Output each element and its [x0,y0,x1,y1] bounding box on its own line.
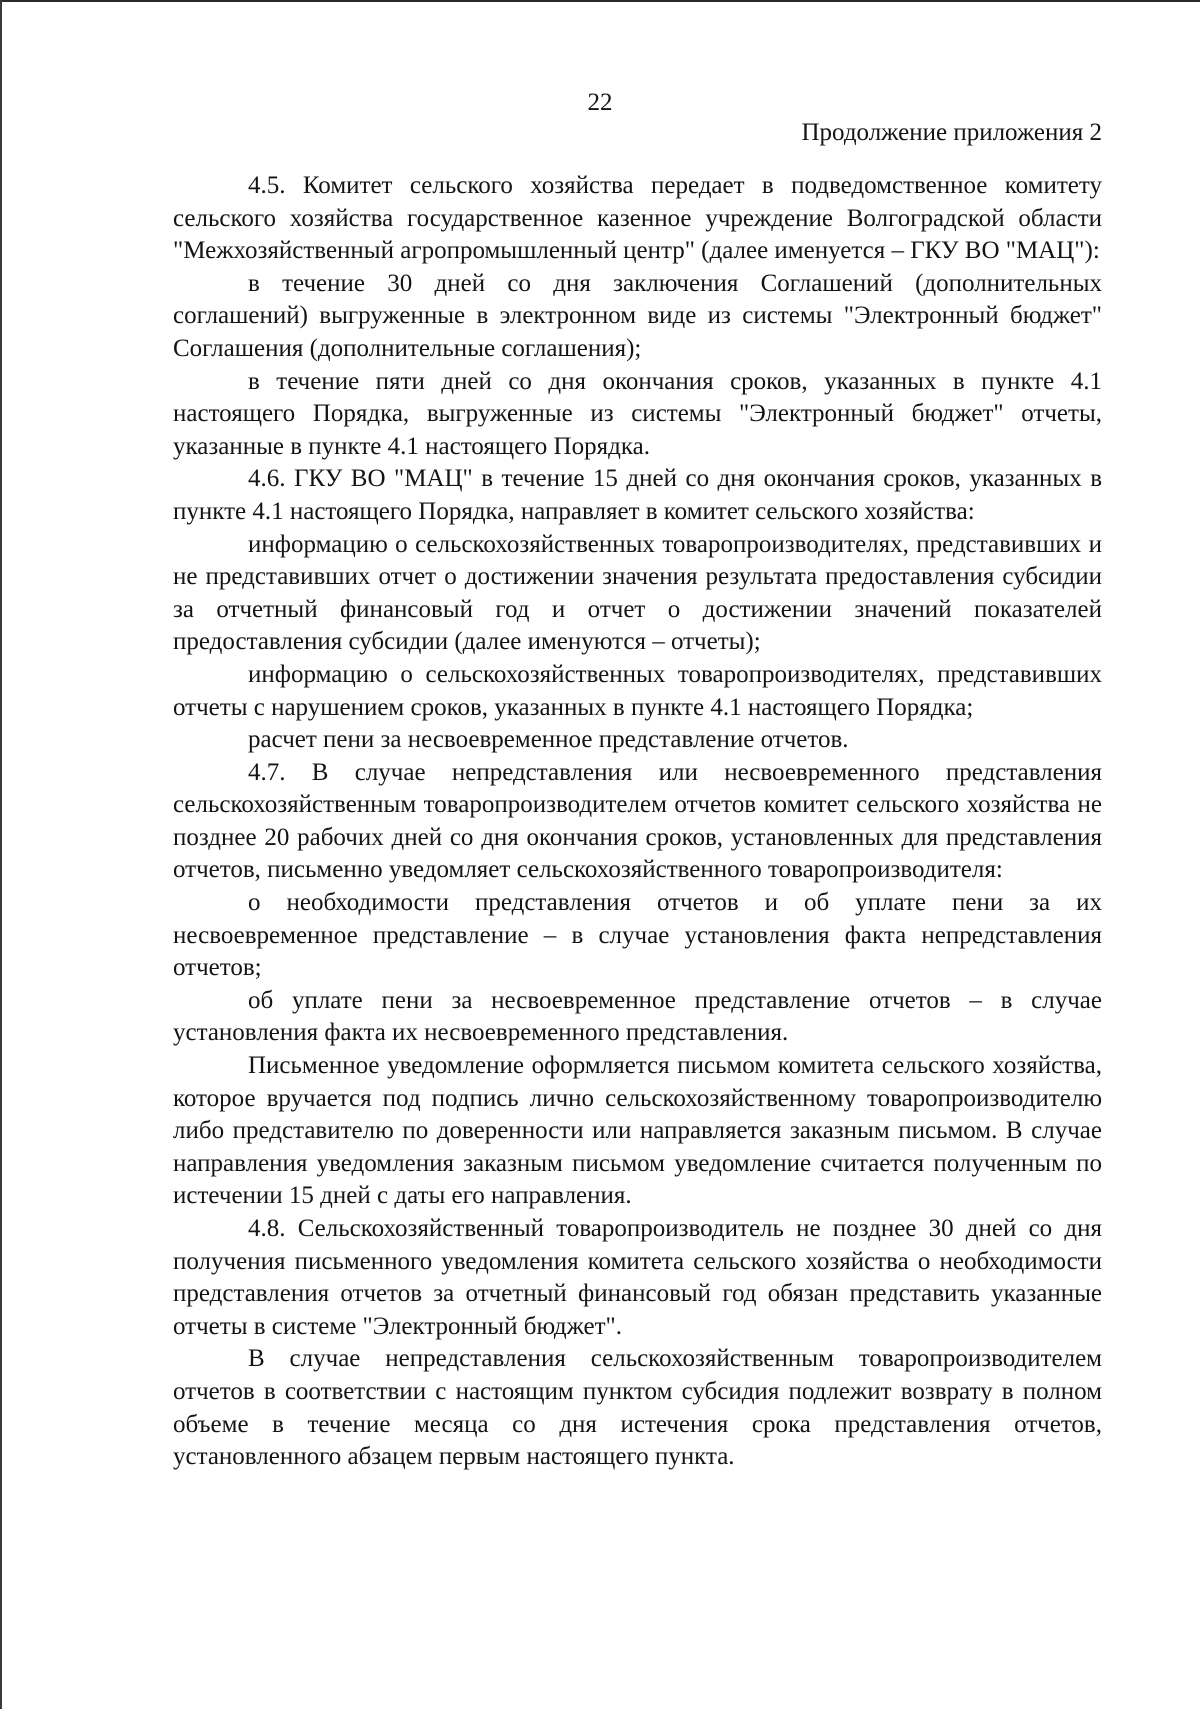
paragraph-4-7-written-notice: Письменное уведомление оформляется письмом комитета сельского хозяйства, которое вручается под подпись лично сельскохозяйственному товаропроизводителю либо представителю по доверенности или направляется заказным письмом. В случае направления уведомления заказным письмом уведомление считается полученным по истечении 15 дней с даты его направления. [173,1052,1102,1210]
paragraph-4-7-nonsubmission: о необходимости представления отчетов и об уплате пени за их несвоевременное представление – в случае установления факта непредставления отчетов; [173,889,1102,982]
annex-caption: Продолжение приложения 2 [801,119,1102,146]
page-number: 22 [587,89,613,116]
paragraph-4-6-info-reports: информацию о сельскохозяйственных товаропроизводителях, представивших и не представивших отчет о достижении значения результата предоставления субсидии за отчетный финансовый год и отчет о достижении значений показателей предоставления субсидии (далее именуются – отчеты); [173,530,1102,656]
paragraph-4-8: 4.8. Сельскохозяйственный товаропроизводитель не позднее 30 дней со дня получения письменного уведомления комитета сельского хозяйства о необходимости представления отчетов за отчетный финансовый год обязан представить указанные отчеты в системе "Электронный бюджет". [173,1215,1102,1340]
paragraph-4-8-refund: В случае непредставления сельскохозяйственным товаропроизводителем отчетов в соответствии с настоящим пунктом субсидия подлежит возврату в полном объеме в течение месяца со дня истечения срока представления отчетов, установленного абзацем первым настоящего пункта. [173,1345,1102,1471]
scan-edge-top [0,0,1200,2]
paragraph-4-6-penalty-calc: расчет пени за несвоевременное представление отчетов. [248,726,849,754]
document-body [173,170,1102,1474]
paragraph-4-6: 4.6. ГКУ ВО "МАЦ" в течение 15 дней со дня окончания сроков, указанных в пункте 4.1 настоящего Порядка, направляет в комитет сельского хозяйства: [173,465,1102,525]
paragraph-4-5: 4.5. Комитет сельского хозяйства передает в подведомственное комитету сельского хозяйства государственное казенное учреждение Волгоградской области "Межхозяйственный агропромышленный центр" (далее именуется – ГКУ ВО "МАЦ"): [173,172,1102,265]
scan-edge-left [0,0,2,1709]
paragraph-4-5-reports: в течение пяти дней со дня окончания сроков, указанных в пункте 4.1 настоящего Порядка, выгруженные из системы "Электронный бюджет" отчеты, указанные в пункте 4.1 настоящего Порядка. [173,367,1102,460]
paragraph-4-7-late-submission: об уплате пени за несвоевременное представление отчетов – в случае установления факта их несвоевременного представления. [173,986,1102,1047]
paragraph-4-6-info-violations: информацию о сельскохозяйственных товаропроизводителях, представивших отчеты с нарушением сроков, указанных в пункте 4.1 настоящего Порядка; [173,660,1102,721]
paragraph-4-5-agreements: в течение 30 дней со дня заключения Соглашений (дополнительных соглашений) выгруженные в электронном виде из системы "Электронный бюджет" Соглашения (дополнительные соглашения); [173,269,1102,362]
paragraph-4-7: 4.7. В случае непредставления или несвоевременного представления сельскохозяйственным товаропроизводителем отчетов комитет сельского хозяйства не позднее 20 рабочих дней со дня окончания сроков, установленных для представления отчетов, письменно уведомляет сельскохозяйственного товаропроизводителя: [173,758,1102,884]
